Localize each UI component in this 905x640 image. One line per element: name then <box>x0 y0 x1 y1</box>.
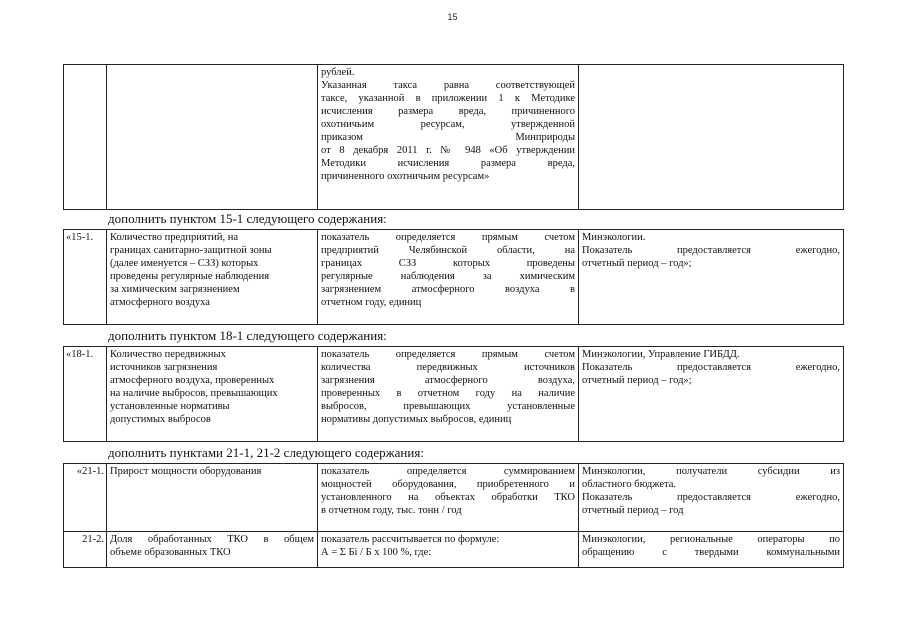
cell-source <box>579 464 844 532</box>
name-line: допустимых выбросов <box>110 414 211 425</box>
name-line: Количество передвижных <box>110 349 226 360</box>
name-line: объеме образованных ТКО <box>110 547 231 558</box>
name-line: (далее именуется – СЗЗ) которых <box>110 258 259 269</box>
source-line: Показатель предоставляется ежегодно, <box>582 362 840 373</box>
name-line: установленные нормативы <box>110 401 230 412</box>
method-line: предприятий Челябинской области, на <box>321 245 575 256</box>
cell-indicator-name <box>107 532 318 568</box>
page-number: 15 <box>447 12 458 22</box>
method-line: таксе, указанной в приложении 1 к Методике <box>321 93 575 104</box>
source-line: отчетный период – год»; <box>582 258 692 269</box>
source-line: Минэкологии, Управление ГИБДД. <box>582 349 740 360</box>
cell-method <box>318 464 579 532</box>
method-line: показатель определяется прямым счетом <box>321 349 575 360</box>
name-line: Прирост мощности оборудования <box>110 466 262 477</box>
method-line: загрязнением атмосферного воздуха в <box>321 284 575 295</box>
method-line: исчисления размера вреда, причиненного <box>321 106 575 117</box>
method-line: выбросов, превышающих установленные <box>321 401 575 412</box>
source-line: отчетный период – год»; <box>582 375 692 386</box>
source-line: областного бюджета. <box>582 479 677 490</box>
cell-number: 21-2. <box>64 532 107 568</box>
source-line: Минэкологии, региональные операторы по <box>582 534 840 545</box>
table-row <box>64 230 844 325</box>
name-line: проведены регулярные наблюдения <box>110 271 270 282</box>
source-line: Показатель предоставляется ежегодно, <box>582 245 840 256</box>
source-line: Минэкологии, получатели субсидии из <box>582 466 840 477</box>
source-line: Минэкологии. <box>582 232 646 243</box>
table-row <box>64 532 844 568</box>
method-line: показатель рассчитывается по формуле: <box>321 534 500 545</box>
cell-method <box>318 347 579 442</box>
source-line: Показатель предоставляется ежегодно, <box>582 492 840 503</box>
method-line: регулярные наблюдения за химическим <box>321 271 575 282</box>
method-line: отчетном году, единиц <box>321 297 422 308</box>
method-line: границах СЗЗ которых проведены <box>321 258 575 269</box>
method-line: мощностей оборудования, приобретенного и <box>321 479 575 490</box>
cell-indicator-name <box>107 347 318 442</box>
name-line: границах санитарно-защитной зоны <box>110 245 272 256</box>
method-line: установленного на объектах обработки ТКО <box>321 492 575 503</box>
cell-number <box>64 65 107 210</box>
cell-source <box>579 347 844 442</box>
name-line: атмосферного воздуха, проверенных <box>110 375 275 386</box>
method-line: проверенных в отчетном году на наличие <box>321 388 575 399</box>
method-line: причиненного охотничьим ресурсам» <box>321 171 490 182</box>
cell-number: «15-1. <box>64 230 107 325</box>
name-line: источников загрязнения <box>110 362 218 373</box>
table-15-1 <box>63 229 844 325</box>
method-line: в отчетном году, тыс. тонн / год <box>321 505 462 516</box>
cell-method <box>318 532 579 568</box>
section-heading-18-1: дополнить пунктом 18-1 следующего содержания: <box>108 328 387 343</box>
table-21 <box>63 463 844 568</box>
method-line: Указанная такса равна соответствующей <box>321 80 575 91</box>
cell-indicator-name <box>107 230 318 325</box>
name-line: Количество предприятий, на <box>110 232 239 243</box>
section-heading-21: дополнить пунктами 21-1, 21-2 следующего содержания: <box>108 445 424 460</box>
cell-method <box>318 230 579 325</box>
method-line: от 8 декабря 2011 г. № 948 «Об утверждении <box>321 145 575 156</box>
table-row <box>64 65 844 210</box>
name-line: на наличие выбросов, превышающих <box>110 388 278 399</box>
cell-number: «18-1. <box>64 347 107 442</box>
method-line: Методики исчисления размера вреда, <box>321 158 575 169</box>
cell-source <box>579 532 844 568</box>
section-heading-15-1: дополнить пунктом 15-1 следующего содержания: <box>108 211 387 226</box>
source-line: отчетный период – год <box>582 505 684 516</box>
method-line: показатель определяется прямым счетом <box>321 232 575 243</box>
cell-indicator-name <box>107 464 318 532</box>
method-line: охотничьим ресурсам, утвержденной <box>321 119 575 130</box>
method-line: нормативы допустимых выбросов, единиц <box>321 414 512 425</box>
method-line: количества передвижных источников <box>321 362 575 373</box>
method-line: загрязнения атмосферного воздуха, <box>321 375 575 386</box>
cell-method <box>318 65 579 210</box>
name-line: Доля обработанных ТКО в общем <box>110 534 314 545</box>
table-18-1 <box>63 346 844 442</box>
name-line: за химическим загрязнением <box>110 284 240 295</box>
cell-source <box>579 230 844 325</box>
method-line: рублей. <box>321 67 355 78</box>
method-line: А = Σ Бi / Б х 100 %, где: <box>321 547 432 558</box>
table-continuation <box>63 64 844 210</box>
table-row <box>64 347 844 442</box>
name-line: атмосферного воздуха <box>110 297 210 308</box>
table-row <box>64 464 844 532</box>
cell-source <box>579 65 844 210</box>
method-line: показатель определяется суммированием <box>321 466 575 477</box>
cell-indicator-name <box>107 65 318 210</box>
method-line: приказом Минприроды <box>321 132 575 143</box>
cell-number: «21-1. <box>64 464 107 532</box>
source-line: обращению с твердыми коммунальными <box>582 547 840 558</box>
